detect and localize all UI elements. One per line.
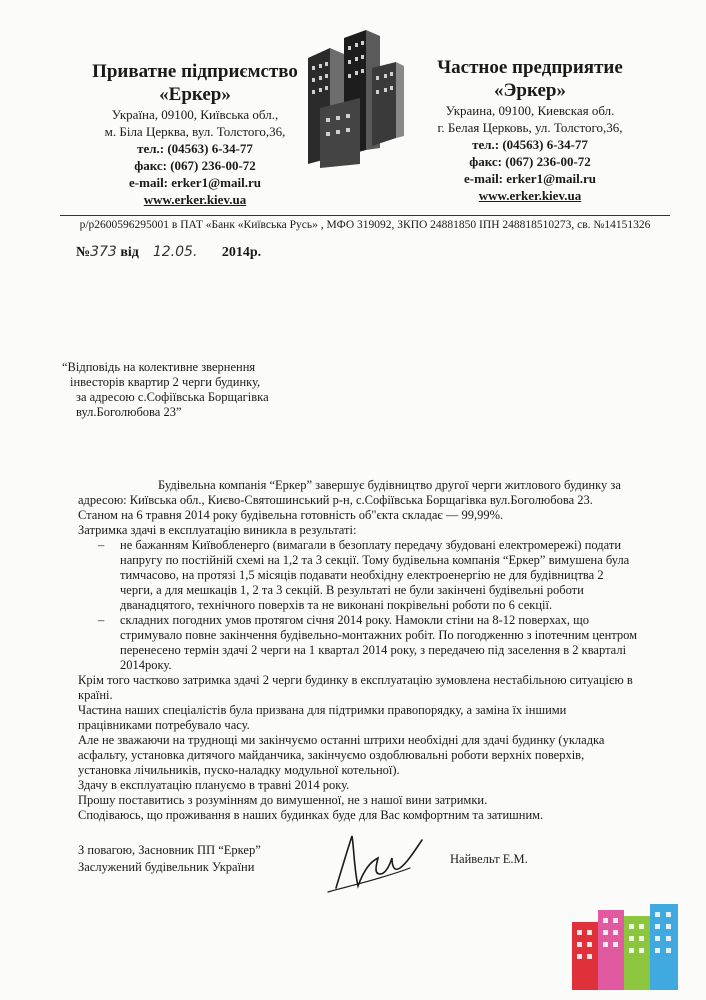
org-name-line1: Частное предприятие <box>437 57 623 78</box>
list-item-text: складних погодних умов протягом січня 2014 року. Намокли стіни на 8-12 поверхах, що стримувало повне закінчення будівельно-монтажних робіт. По погодженню з іпотечним центром перенесено термін здачі 2 черги на 1 квартал 2014 року, з передачею під заселення в 2 кварталі 2014року. <box>120 613 638 672</box>
body-paragraph: Будівельна компанія “Еркер” завершує будівництво другої черги житлового будинку за адресою: Київська обл., Києво-Святошинський р-н, с.Софіївська Борщагівка вул.Боголюбова 23. <box>78 478 621 507</box>
address-line2: г. Белая Церковь, ул. Толстого,36, <box>437 120 623 135</box>
body-paragraph: Крім того частково затримка здачі 2 черги будинку в експлуатацію зумовлена нестабільною ситуацією в країні. <box>78 673 633 702</box>
signature-line1: З повагою, Засновник ПП “Еркер” <box>78 843 261 857</box>
website-link[interactable]: www.erker.kiev.ua <box>143 192 247 207</box>
reg-number: 373 <box>90 244 117 260</box>
org-name-line2: «Эркер» <box>494 80 566 101</box>
dash-bullet: – <box>98 613 105 627</box>
address-line2: м. Біла Церква, вул. Толстого,36, <box>104 124 286 139</box>
org-name-line1: Приватне підприємство <box>92 61 298 82</box>
reg-from-label: від <box>120 245 139 260</box>
bank-details: р/р2600596295001 в ПАТ «Банк «Київська Русь» , МФО 319092, ЗКПО 24881850 ІПН 248818510273, св. №14151326 <box>60 215 670 233</box>
body-paragraph: Але не зважаючи на труднощі ми закінчуємо останні штрихи необхідні для здачі будинку (укладка асфальту, установка дитячого майданчика, закінчуємо оздоблювальні роботи верхніх поверхів, установка лічильників, пуско-наладку модульної котельної). <box>78 733 605 777</box>
signature-line2: Заслужений будівельник України <box>78 860 255 874</box>
letterhead-ukrainian <box>70 60 320 208</box>
letter-subject <box>62 360 292 420</box>
body-paragraph: Прошу поставитись з розумінням до вимушенної, не з нашої вини затримки. <box>78 793 488 807</box>
phone: тел.: (04563) 6-34-77 <box>472 137 588 152</box>
website-link[interactable]: www.erker.kiev.ua <box>478 188 582 203</box>
signatory-name: Найвельт Е.М. <box>450 852 528 866</box>
reg-year: 2014р. <box>221 245 262 260</box>
fax: факс: (067) 236-00-72 <box>134 158 256 173</box>
list-item-text: не бажанням Київобленерго (вимагали в безоплату передачу збудовані електромережі) подати напругу по постійній схемі на 1,2 та 3 секції. Тому будівельна компанія “Еркер” вимушена була тимчасово, на протязі 1,5 місяців подавати необхідну електроенергію не для будівництва 2 черги, а для мешкаців 1, 2 та 3 секцій. В результаті не були закінчені будівельні роботи дванадцятого, технічного поверхів та не виконані покрівельні роботи по 6 секції. <box>120 538 630 612</box>
body-paragraph: Станом на 6 травня 2014 року будівельна готовність об"єкта складає — 99,99%. <box>78 508 504 522</box>
reg-date: 12.05. <box>152 244 198 260</box>
subject-line3: за адресою с.Софіївська Борщагівка <box>76 390 269 404</box>
list-item <box>78 538 638 613</box>
org-name-line2: «Еркер» <box>159 84 231 105</box>
email: e-mail: erker1@mail.ru <box>464 171 596 186</box>
letterhead-russian <box>400 56 660 204</box>
reg-prefix: № <box>76 245 91 260</box>
body-paragraph: Здачу в експлуатацію плануємо в травні 2014 року. <box>78 778 350 792</box>
address-line1: Украина, 09100, Киевская обл. <box>445 103 615 118</box>
buildings-logo-icon <box>572 900 682 990</box>
list-item <box>78 613 638 673</box>
dash-bullet: – <box>98 538 105 552</box>
body-paragraph: Частина наших спеціалістів була призвана для підтримки правопорядку, а заміна їх іншими працівниками потребувало часу. <box>78 703 567 732</box>
letter-body <box>78 478 638 823</box>
registration-number <box>76 244 261 261</box>
subject-line4: вул.Боголюбова 23” <box>76 405 182 419</box>
signature-block <box>78 842 261 876</box>
phone: тел.: (04563) 6-34-77 <box>137 141 253 156</box>
body-paragraph: Сподіваюсь, що проживання в наших будинках буде для Вас комфортним та затишним. <box>78 808 544 822</box>
fax: факс: (067) 236-00-72 <box>469 154 591 169</box>
address-line1: Україна, 09100, Київська обл., <box>111 107 279 122</box>
handwritten-signature <box>318 828 428 898</box>
email: e-mail: erker1@mail.ru <box>129 175 261 190</box>
subject-line1: “Відповідь на колективне звернення <box>62 360 256 374</box>
subject-line2: інвесторів квартир 2 черги будинку, <box>70 375 261 389</box>
building-logo-icon <box>300 18 408 168</box>
body-paragraph: Затримка здачі в експлуатацію виникла в результаті: <box>78 523 357 537</box>
